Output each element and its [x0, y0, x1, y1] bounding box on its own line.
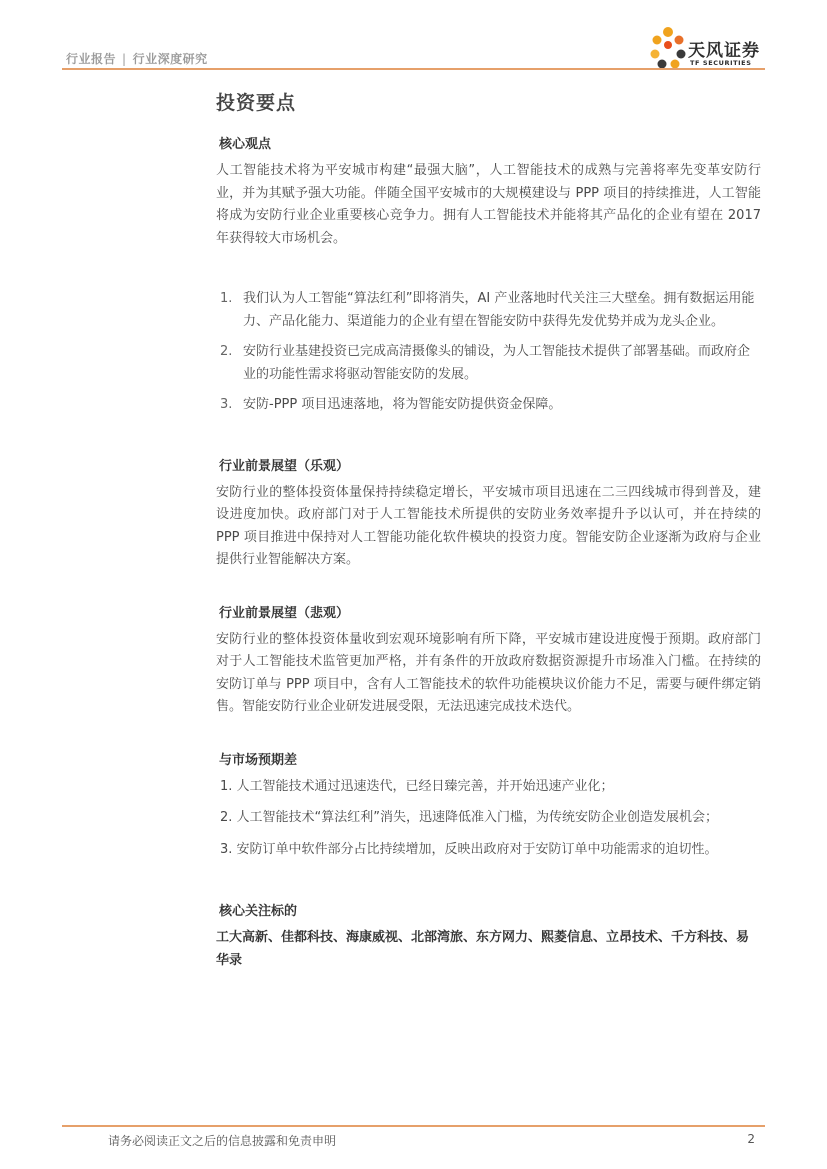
page-title: 投资要点: [216, 92, 297, 114]
report-subcategory: 行业深度研究: [132, 52, 208, 66]
target-stock-list: 工大高新、佳都科技、海康威视、北部湾旅、东方网力、熙菱信息、立昂技术、千方科技、易华录: [216, 930, 750, 968]
section-heading-expectation: 与市场预期差: [219, 752, 298, 768]
core-points-list: [216, 288, 761, 417]
list-item: 3. 安防订单中软件部分占比持续增加，反映出政府对于安防订单中功能需求的迫切性。: [220, 841, 718, 857]
list-item: 1. 人工智能技术通过迅速迭代，已经日臻完善，并开始迅速产业化；: [220, 778, 614, 794]
list-item: 2. 安防行业基建投资已完成高清摄像头的铺设，为人工智能技术提供了部署基础。而政府企业的功能性需求将驱动智能安防的发展。: [220, 344, 751, 382]
report-category: 行业报告: [66, 52, 117, 66]
list-item: 1. 我们认为人工智能“算法红利”即将消失，AI 产业落地时代关注三大壁垒。拥有数据运用能力、产品化能力、渠道能力的企业有望在智能安防中获得先发优势并成为龙头企业。: [220, 291, 755, 329]
disclaimer-notice: 请务必阅读正文之后的信息披露和免责申明: [108, 1134, 337, 1148]
main-content: [216, 88, 761, 972]
optimistic-paragraph: 安防行业的整体投资体量保持持续稳定增长，平安城市项目迅速在二三四线城市得到普及，建设进度加快。政府部门对于人工智能技术所提供的安防业务效率提升予以认可，并在持续的 PPP 项目推进中保持对人工智能功能化软件模块的投资力度。智能安防企业逐渐为政府与企业提供行业智能解决方案。: [216, 484, 761, 567]
list-item: 3. 安防-PPP 项目迅速落地，将为智能安防提供资金保障。: [220, 397, 562, 412]
report-type: [66, 50, 208, 67]
header-separator: |: [122, 52, 127, 66]
footer-divider: [62, 1125, 765, 1127]
logo-text-cn: 天风证券: [688, 41, 760, 61]
list-item: 2. 人工智能技术“算法红利”消失，迅速降低准入门槛，为传统安防企业创造发展机会；: [220, 810, 719, 825]
section-heading-core: 核心观点: [219, 137, 272, 152]
core-paragraph: 人工智能技术将为平安城市构建“最强大脑”，人工智能技术的成熟与完善将率先变革安防行业，并为其赋予强大功能。伴随全国平安城市的大规模建设与 PPP 项目的持续推进，人工智能将成为安防行业企业重要核心竞争力。拥有人工智能技术并能将其产品化的企业有望在 2017 年获得较大市场机会。: [216, 163, 761, 246]
header-divider: [62, 68, 765, 70]
pessimistic-paragraph: 安防行业的整体投资体量收到宏观环境影响有所下降，平安城市建设进度慢于预期。政府部门对于人工智能技术监管更加严格，并有条件的开放政府数据资源提升市场准入门槛。在持续的安防订单与 PPP 项目中，含有人工智能技术的软件功能模块议价能力不足，需要与硬件绑定销售。智能安防行业企业研发进展受限，无法迅速完成技术迭代。: [216, 631, 761, 714]
expectation-list: [216, 776, 761, 862]
section-heading-targets: 核心关注标的: [219, 904, 298, 919]
logo-text-en: TF SECURITIES: [690, 59, 752, 67]
section-heading-pessimistic: 行业前景展望（悲观）: [219, 605, 350, 621]
section-heading-optimistic: 行业前景展望（乐观）: [219, 458, 350, 474]
page-number: 2: [747, 1132, 755, 1146]
tf-securities-logo: [648, 22, 768, 72]
logo-flower-icon: [648, 24, 688, 70]
